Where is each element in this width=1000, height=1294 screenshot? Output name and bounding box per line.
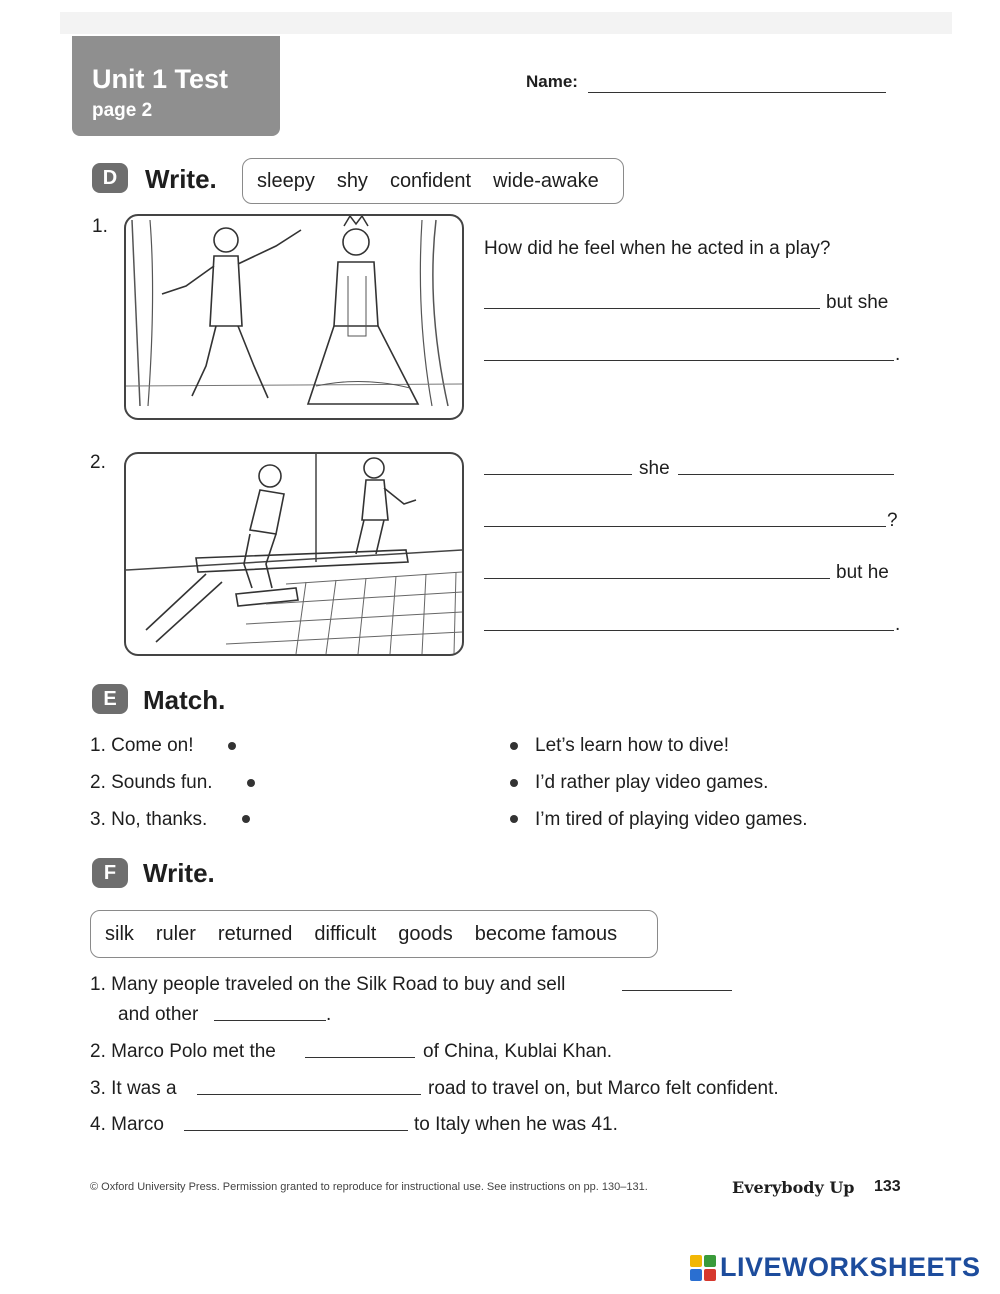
item-2-answer-line-3[interactable] [484,526,886,527]
item-1-answer-line-2[interactable] [484,360,894,361]
word-bank-item: ruler [155,922,196,945]
word-bank-item: sleepy [257,169,315,192]
match-right-dot-3[interactable] [510,815,518,823]
word-bank-item: returned [217,922,293,945]
liveworksheets-logo-icon [690,1255,716,1281]
section-f-word-bank [90,910,658,958]
sentence-1-blank-1[interactable] [622,990,732,991]
item-2-answer-line-1[interactable] [484,474,632,475]
match-left-2: 2. Sounds fun. [90,772,213,793]
sentence-2-end: of China, Kublai Khan. [423,1041,613,1062]
section-e-title: Match. [143,685,226,715]
diving-board-drawing [126,454,462,654]
item-2-answer-line-4[interactable] [484,578,830,579]
section-f-badge: F [92,858,128,888]
liveworksheets-wordmark: LIVEWORKSHEETS [720,1252,981,1282]
word-bank-item: become famous [474,922,618,945]
match-right-2: I’d rather play video games. [535,772,769,793]
match-left-dot-3[interactable] [242,815,250,823]
word-bank-item: difficult [314,922,377,945]
word-bank-item: goods [398,922,453,945]
sentence-1-continued: and other [118,1004,199,1025]
word-bank-item: silk [105,922,134,945]
sentence-4-start: 4. Marco [90,1114,164,1135]
match-left-dot-1[interactable] [228,742,236,750]
sentence-1-text: 1. Many people traveled on the Silk Road to buy and sell [90,974,566,995]
item-1-answer-line-1[interactable] [484,308,820,309]
match-left-1: 1. Come on! [90,735,194,756]
sentence-3-blank[interactable] [197,1094,421,1095]
sentence-3-end: road to travel on, but Marco felt confident. [428,1078,779,1099]
match-right-dot-1[interactable] [510,742,518,750]
match-right-dot-2[interactable] [510,779,518,787]
item-2-period: . [895,614,901,635]
section-d-badge: D [92,163,128,193]
page-number: 133 [874,1178,901,1195]
item-2-question-mark: ? [887,510,898,531]
stage-play-drawing [126,216,462,418]
match-right-1: Let’s learn how to dive! [535,735,729,756]
name-input-line[interactable] [588,92,886,93]
item-2-answer-line-2[interactable] [678,474,894,475]
match-left-dot-2[interactable] [247,779,255,787]
item-1-period: . [895,344,901,365]
unit-title: Unit 1 Test [92,64,229,94]
section-d-title: Write. [145,164,217,194]
diving-board-illustration [124,452,464,656]
item-2-but-he: but he [836,562,889,583]
sentence-2-blank[interactable] [305,1057,415,1058]
match-left-3: 3. No, thanks. [90,809,208,830]
match-right-3: I’m tired of playing video games. [535,809,808,830]
word-bank-item: wide-awake [493,169,599,192]
sentence-1-blank-2[interactable] [214,1020,326,1021]
name-label: Name: [526,72,578,91]
page-label: page 2 [92,100,153,121]
copyright-note: © Oxford University Press. Permission granted to reproduce for instructional use. See instructions on pp. 130–131. [90,1181,648,1193]
item-1-but-she: but she [826,292,889,313]
stage-play-illustration [124,214,464,420]
section-e-badge: E [92,684,128,714]
section-f-title: Write. [143,858,215,888]
item-1-number: 1. [92,216,108,237]
sentence-4-end: to Italy when he was 41. [414,1114,618,1135]
liveworksheets-watermark [690,1252,981,1283]
word-bank-item: confident [389,169,472,192]
unit-header [72,36,280,136]
word-bank-item: shy [336,169,368,192]
item-1-question: How did he feel when he acted in a play? [484,238,831,259]
sentence-2-start: 2. Marco Polo met the [90,1041,276,1062]
item-2-she: she [639,458,670,479]
book-brand: Everybody Up [732,1178,855,1197]
sentence-1-period: . [326,1004,332,1025]
section-d-word-bank [242,158,624,204]
item-2-answer-line-5[interactable] [484,630,894,631]
item-2-number: 2. [90,452,106,473]
sentence-3-start: 3. It was a [90,1078,177,1099]
sentence-4-blank[interactable] [184,1130,408,1131]
page-top-edge [60,12,952,34]
